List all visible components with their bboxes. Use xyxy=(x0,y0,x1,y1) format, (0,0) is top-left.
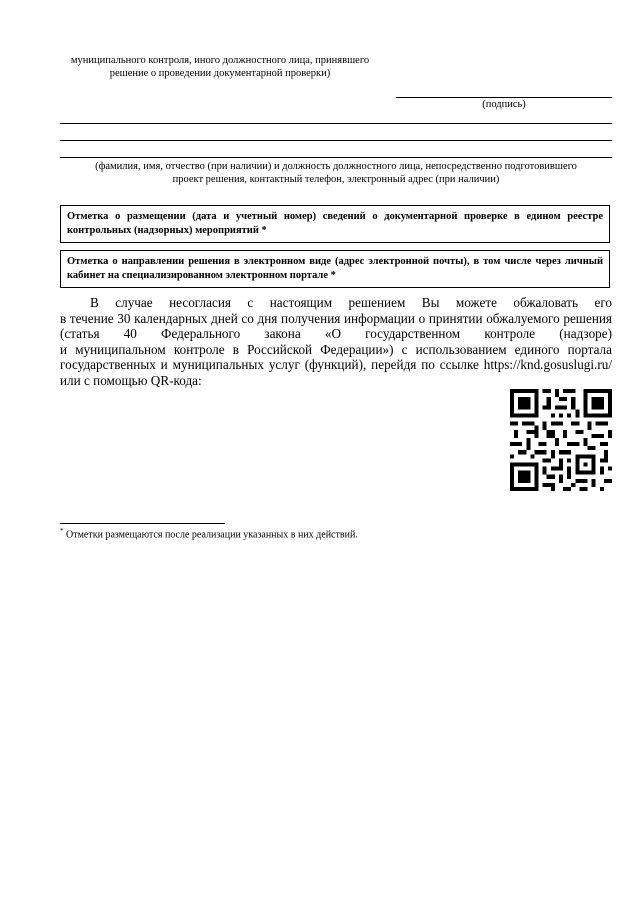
signature-line xyxy=(396,97,612,98)
person-caption-line2: проект решения, контактный телефон, электронный адрес (при наличии) xyxy=(172,174,500,185)
appeal-paragraph xyxy=(60,295,612,388)
appeal-line3: (статья 40 Федерального закона «О государственном контроле (надзоре) xyxy=(60,326,612,341)
footnote-mark: * xyxy=(60,527,64,535)
fill-line-2 xyxy=(60,140,612,141)
footnote xyxy=(60,527,358,540)
header-caption-line2: решение о проведении документарной проверки) xyxy=(109,68,331,79)
signature-label: (подпись) xyxy=(482,99,526,110)
appeal-line2: в течение 30 календарных дней со дня получения информации о принятии обжалуемого решения xyxy=(60,310,612,326)
header-caption-line1: муниципального контроля, иного должностного лица, принявшего xyxy=(70,55,370,66)
qr-code-icon[interactable] xyxy=(510,389,612,491)
footnote-separator xyxy=(60,523,225,524)
fill-line-1 xyxy=(60,123,612,124)
footnote-text: Отметки размещаются после реализации указанных в них действий. xyxy=(66,529,358,541)
appeal-line4: и муниципальном контроле в Российской Федерации») с использованием единого портала xyxy=(60,341,612,357)
person-caption xyxy=(60,160,612,186)
appeal-line1: В случае несогласия с настоящим решением Вы можете обжаловать его xyxy=(90,295,612,310)
registry-mark-box: Отметка о размещении (дата и учетный номер) сведений о документарной проверке в едином реестре контрольных (надзорных) мероприятий * xyxy=(60,205,610,243)
delivery-mark-box: Отметка о направлении решения в электронном виде (адрес электронной почты), в том числе через личный кабинет на специализированном электронном портале * xyxy=(60,250,610,288)
header-caption xyxy=(60,54,380,80)
fill-line-3 xyxy=(60,157,612,158)
appeal-line5: государственных и муниципальных услуг (функций), перейдя по ссылке https://knd.gosuslugi.ru/ xyxy=(60,357,612,372)
appeal-line6: или с помощью QR-кода: xyxy=(60,372,202,388)
person-caption-line1: (фамилия, имя, отчество (при наличии) и должность должностного лица, непосредственно подготовившего xyxy=(95,161,577,172)
